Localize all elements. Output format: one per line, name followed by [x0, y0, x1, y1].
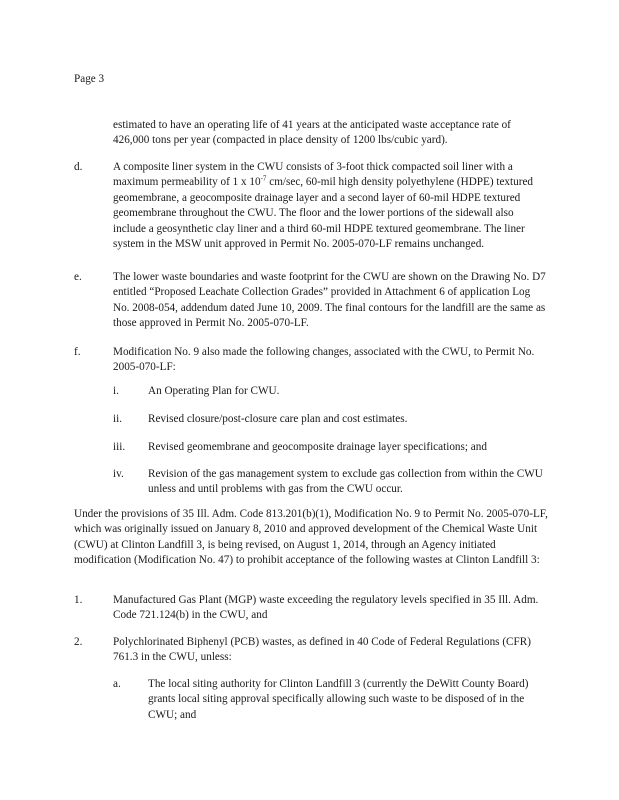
exponent: -7 [260, 174, 267, 183]
continuation-line-1: estimated to have an operating life of 41 years at the anticipated waste acceptance rate of [113, 119, 511, 131]
list-text-d [113, 160, 547, 252]
list-text-f: Modification No. 9 also made the following changes, associated with the CWU, to Permit No. 2005-070-LF: [113, 346, 535, 374]
sub-marker-iv: iv. [113, 468, 124, 480]
sub-text-ii: Revised closure/post-closure care plan and cost estimates. [148, 413, 408, 425]
sub-marker-i: i. [113, 385, 119, 397]
list-marker-e: e. [74, 271, 82, 283]
continuation-line-2: 426,000 tons per year (compacted in place density of 1200 lbs/cubic yard). [113, 134, 448, 147]
sub-text-iii: Revised geomembrane and geocomposite drainage layer specifications; and [148, 441, 487, 453]
liner-text-start: A composite liner system in the CWU consists of 3-foot thick compacted soil liner with a maximum permeability of 1 x 10 [113, 161, 513, 189]
numbered-text-2: Polychlorinated Biphenyl (PCB) wastes, as defined in 40 Code of Federal Regulations (CFR) 761.3 in the CWU, unless: [113, 636, 531, 664]
sub-text-a: The local siting authority for Clinton Landfill 3 (currently the DeWitt County Board) grants local siting approval specifically allowing such waste to be disposed of in the CWU; and [148, 678, 529, 721]
sub-marker-a: a. [113, 678, 121, 690]
list-marker-d: d. [74, 161, 83, 173]
sub-marker-iii: iii. [113, 441, 126, 453]
sub-marker-ii: ii. [113, 413, 123, 425]
page-number: Page 3 [74, 73, 105, 85]
numbered-marker-1: 1. [74, 594, 83, 606]
numbered-text-1: Manufactured Gas Plant (MGP) waste exceeding the regulatory levels specified in 35 Ill. Adm. Code 721.124(b) in the CWU, and [113, 594, 539, 622]
list-text-e: The lower waste boundaries and waste footprint for the CWU are shown on the Drawing No. D7 entitled “Proposed Leachate Collection Grades” provided in Attachment 6 of application Log No. 2008-054, addendum dated June 10, 2009. The final contours for the landfill are the same as those approved in Permit No. 2005-070-LF. [113, 271, 546, 330]
sub-text-i: An Operating Plan for CWU. [148, 385, 280, 397]
sub-text-iv: Revision of the gas management system to exclude gas collection from within the CWU unless and until problems with gas from the CWU occur. [148, 468, 543, 496]
provisions-paragraph: Under the provisions of 35 Ill. Adm. Code 813.201(b)(1), Modification No. 9 to Permit No. 2005-070-LF, which was originally issued on January 8, 2010 and approved development of the Chemical Waste Unit (CWU) at Clinton Landfill 3, is being revised, on August 1, 2014, through an Agency initiated modification (Modification No. 47) to prohibit acceptance of the following wastes at Clinton Landfill 3: [74, 508, 548, 567]
list-marker-f: f. [74, 346, 81, 358]
numbered-marker-2: 2. [74, 636, 83, 648]
continuation-paragraph [113, 118, 553, 149]
liner-text-end: cm/sec, 60-mil high density polyethylene (HDPE) textured geomembrane, a geocomposite drainage layer and a second layer of 60-mil HDPE textured geomembrane throughout the CWU. The floor and the lower portions of the sidewall also include a geosynthetic clay liner and a third 60-mil HDPE textured geomembrane. The liner system in the MSW unit approved in Permit No. 2005-070-LF remains unchanged. [113, 176, 534, 251]
